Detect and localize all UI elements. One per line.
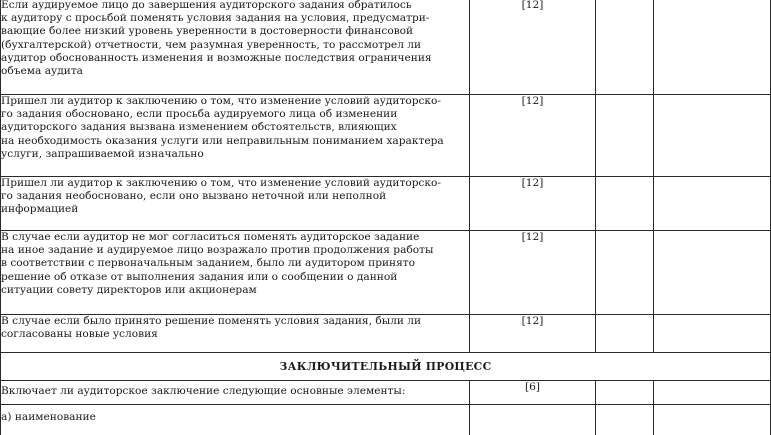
answer-cell[interactable] [596, 315, 654, 353]
reference-cell: [12] [470, 231, 596, 315]
table-row [1, 177, 771, 231]
reference-cell: [12] [470, 315, 596, 353]
comment-cell[interactable] [654, 231, 771, 315]
question-text: Если аудируемое лицо до завершения аудиторского задания обратилось [1, 0, 412, 11]
question-text: (бухгалтерской) отчетности, чем разумная уверенность, то рассмотрел ли [1, 38, 422, 51]
question-text: на необходимость оказания услуги или неправильным пониманием характера [1, 134, 444, 147]
comment-cell[interactable] [654, 381, 771, 405]
question-text: аудитор обоснованность изменения и возможные последствия ограничения [1, 51, 432, 64]
question-cell [1, 405, 470, 435]
question-cell [1, 315, 470, 353]
comment-cell[interactable] [654, 0, 771, 95]
comment-cell[interactable] [654, 177, 771, 231]
question-text: В случае если аудитор не мог согласиться поменять аудиторское задание [1, 231, 420, 243]
comment-cell[interactable] [654, 405, 771, 435]
comment-cell[interactable] [654, 95, 771, 177]
question-text: к аудитору с просьбой поменять условия задания на условия, предусматри- [1, 12, 430, 25]
reference-cell: [12] [470, 177, 596, 231]
table-row [1, 95, 771, 177]
reference-cell: [12] [470, 95, 596, 177]
comment-cell[interactable] [654, 315, 771, 353]
question-text: ситуации совету директоров или акционерам [1, 283, 257, 296]
reference-cell: [6] [470, 381, 596, 405]
question-text: на иное задание и аудируемое лицо возражало против продолжения работы [1, 244, 434, 257]
answer-cell[interactable] [596, 177, 654, 231]
question-text: в соответствии с первоначальным заданием, было ли аудитором принято [1, 257, 416, 270]
question-text: а) наименование [1, 411, 96, 423]
question-text: Пришел ли аудитор к заключению о том, что изменение условий аудиторско- [1, 177, 442, 189]
section-header-row [1, 353, 771, 381]
question-text: информацией [1, 203, 79, 216]
question-text: го задания обосновано, если просьба аудируемого лица об изменении [1, 108, 398, 121]
question-text: Пришел ли аудитор к заключению о том, что изменение условий аудиторско- [1, 95, 442, 107]
answer-cell[interactable] [596, 381, 654, 405]
question-text: В случае если было принято решение поменять условия задания, были ли [1, 315, 422, 327]
table-row [1, 231, 771, 315]
table-row [1, 0, 771, 95]
answer-cell[interactable] [596, 405, 654, 435]
question-text: услуги, запрашиваемой изначально [1, 147, 204, 160]
question-text: объема аудита [1, 65, 83, 78]
question-cell [1, 381, 470, 405]
answer-cell[interactable] [596, 95, 654, 177]
table-row [1, 315, 771, 353]
question-cell [1, 231, 470, 315]
question-text: решение об отказе от выполнения задания или о сообщении о данной [1, 270, 398, 283]
section-title: ЗАКЛЮЧИТЕЛЬНЫЙ ПРОЦЕСС [1, 353, 771, 381]
table-row [1, 405, 771, 435]
question-cell [1, 0, 470, 95]
question-cell [1, 177, 470, 231]
answer-cell[interactable] [596, 231, 654, 315]
reference-cell [470, 405, 596, 435]
question-text: согласованы новые условия [1, 328, 158, 341]
question-text: го задания необосновано, если оно вызвано неточной или неполной [1, 190, 387, 203]
reference-cell: [12] [470, 0, 596, 95]
table-row [1, 381, 771, 405]
question-text: вающие более низкий уровень уверенности в достоверности финансовой [1, 25, 414, 38]
question-text: Включает ли аудиторское заключение следующие основные элементы: [1, 385, 406, 397]
question-text: аудиторского задания вызвана изменением обстоятельств, влияющих [1, 121, 397, 134]
question-cell [1, 95, 470, 177]
answer-cell[interactable] [596, 0, 654, 95]
